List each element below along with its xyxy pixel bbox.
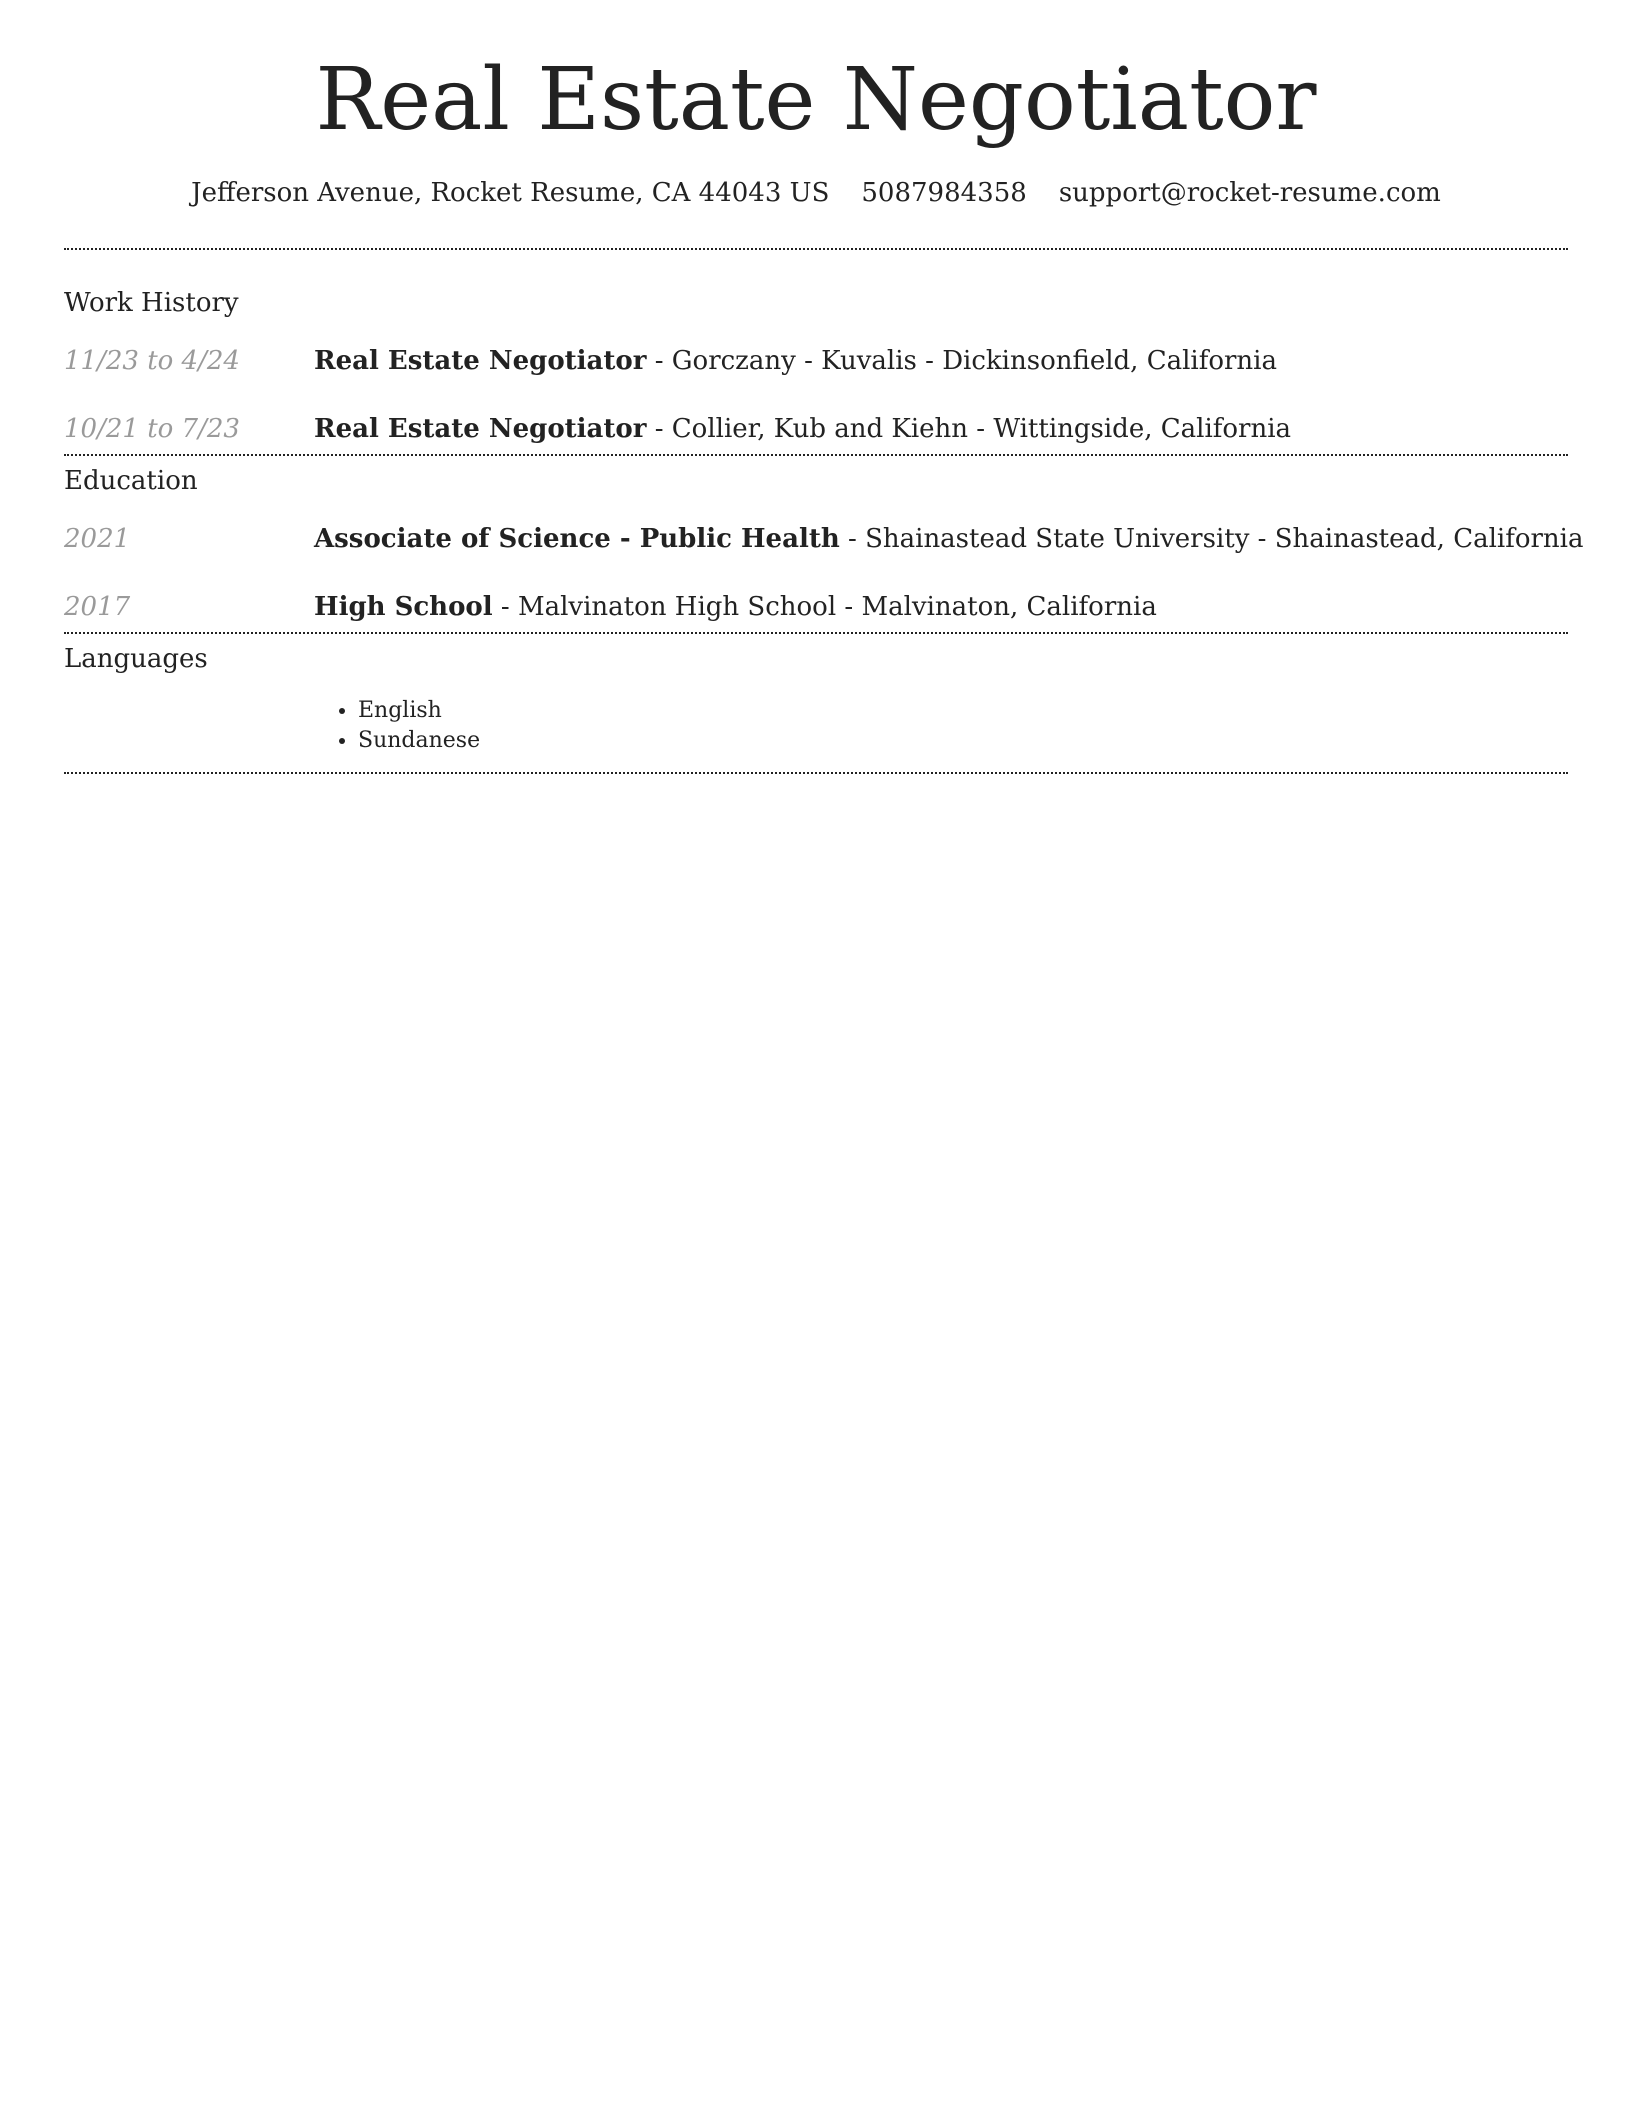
language-list [64, 696, 1568, 756]
contact-email: support@rocket-resume.com [1058, 178, 1441, 208]
entry-description [314, 412, 1291, 446]
entry-role: Real Estate Negotiator [314, 346, 647, 376]
page-title: Real Estate Negotiator [315, 50, 1317, 150]
entry-date: 2021 [64, 524, 131, 554]
contact-line [64, 176, 1568, 210]
resume-header [64, 0, 1568, 210]
entry-description [314, 522, 1583, 556]
section-title-languages: Languages [64, 644, 208, 674]
entry-degree: Associate of Science - Public Health [314, 524, 840, 554]
work-entry [64, 412, 1568, 446]
work-history-section [64, 250, 1568, 446]
education-section [64, 456, 1584, 624]
entry-date: 11/23 to 4/24 [64, 346, 240, 376]
work-entry [64, 344, 1568, 378]
entry-details: - Collier, Kub and Kiehn - Wittingside, California [646, 414, 1292, 444]
section-title-work-history: Work History [64, 288, 239, 318]
entry-date: 10/21 to 7/23 [64, 414, 240, 444]
entry-details: - Gorczany - Kuvalis - Dickinsonfield, California [646, 346, 1277, 376]
language-item: • Sundanese [358, 726, 1568, 756]
contact-address: Jefferson Avenue, Rocket Resume, CA 44043 US [191, 178, 830, 208]
language-item: • English [358, 696, 1568, 726]
entry-description [314, 344, 1277, 378]
section-divider [64, 772, 1568, 774]
entry-details: - Malvinaton High School - Malvinaton, California [492, 592, 1157, 622]
section-title-education: Education [64, 466, 198, 496]
education-entry [64, 522, 1584, 556]
languages-section [64, 634, 1568, 756]
contact-phone: 5087984358 [861, 178, 1027, 208]
education-entry [64, 590, 1568, 624]
entry-details: - Shainastead State University - Shainastead, California [839, 524, 1584, 554]
entry-role: Real Estate Negotiator [314, 414, 647, 444]
entry-date: 2017 [64, 592, 131, 622]
entry-description [314, 590, 1157, 624]
entry-degree: High School [314, 592, 493, 622]
